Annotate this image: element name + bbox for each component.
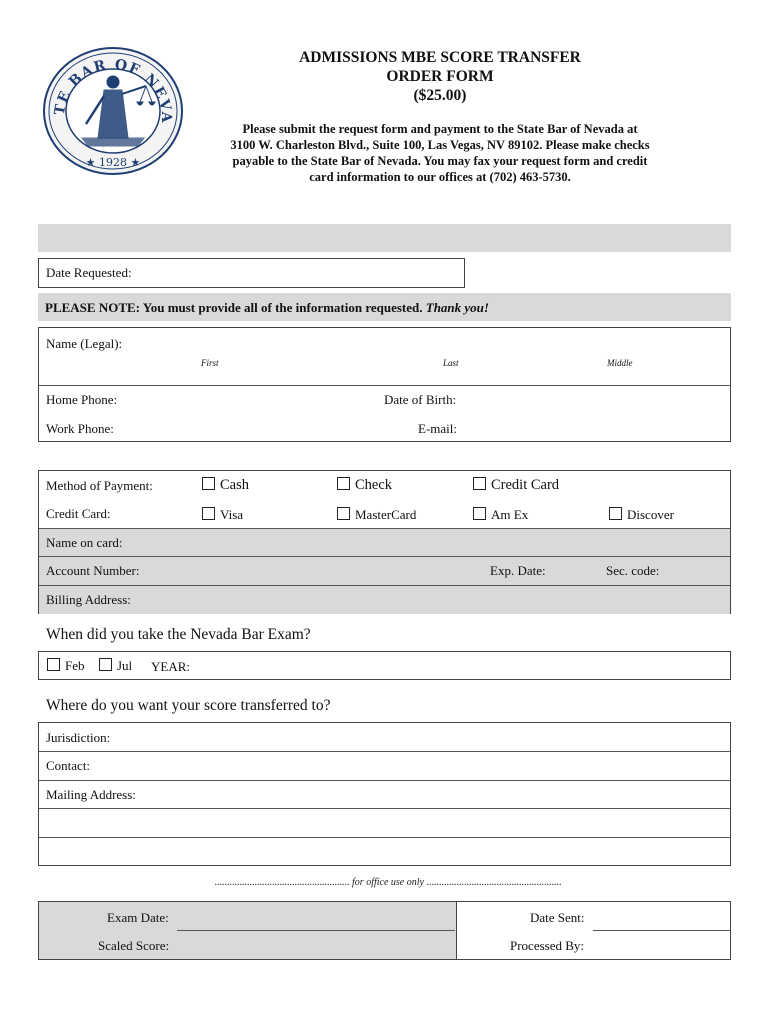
instructions-line-1: Please submit the request form and payment to the State Bar of Nevada at	[242, 122, 638, 136]
home-phone-label: Home Phone:	[46, 392, 118, 407]
date-of-birth-label: Date of Birth:	[384, 392, 457, 407]
checkbox-icon	[47, 658, 60, 671]
last-name-caption: Last	[443, 358, 459, 368]
mastercard-label: MasterCard	[355, 507, 417, 522]
instructions-line-4: card information to our offices at (702) 463-5730.	[309, 170, 571, 184]
exam-date-box	[38, 651, 731, 680]
divider	[39, 556, 730, 557]
transfer-box	[38, 722, 731, 866]
card-discover-option[interactable]	[609, 507, 674, 523]
mailing-address-label: Mailing Address:	[46, 787, 136, 802]
feb-label: Feb	[65, 658, 85, 673]
payment-check-option[interactable]	[337, 477, 392, 494]
divider	[39, 837, 730, 838]
scaled-score-label: Scaled Score:	[98, 938, 170, 953]
method-of-payment-label: Method of Payment:	[46, 478, 153, 493]
payment-cash-option[interactable]	[202, 477, 249, 494]
please-note-thanks: Thank you!	[425, 300, 489, 315]
form-title	[190, 48, 690, 105]
exam-date-label: Exam Date:	[107, 910, 169, 925]
state-bar-seal	[42, 46, 184, 176]
visa-label: Visa	[220, 507, 244, 522]
account-number-label: Account Number:	[46, 563, 140, 578]
svg-text:STATE BAR OF NEVADA: TE BAR OF NEVA	[51, 56, 175, 125]
checkbox-icon	[99, 658, 112, 671]
amex-label: Am Ex	[491, 507, 529, 522]
svg-text:★ 1928 ★: ★ 1928 ★	[85, 156, 141, 169]
jurisdiction-label: Jurisdiction:	[46, 730, 111, 745]
transfer-question: Where do you want your score transferred to?	[46, 697, 331, 714]
checkbox-icon	[202, 477, 215, 490]
dots-left: ......................................................	[214, 877, 350, 888]
please-note-text	[45, 300, 489, 316]
middle-name-caption: Middle	[607, 358, 633, 368]
instructions	[190, 121, 690, 185]
credit-card-label: Credit Card	[491, 477, 560, 493]
header-divider-bar	[38, 224, 731, 252]
personal-info-box	[38, 327, 731, 442]
exam-year-label: YEAR:	[151, 659, 190, 674]
title-line-1: ADMISSIONS MBE SCORE TRANSFER	[299, 49, 581, 66]
title-line-3: ($25.00)	[413, 87, 467, 104]
exam-feb-option[interactable]	[47, 658, 85, 674]
checkbox-icon	[337, 507, 350, 520]
checkbox-icon	[473, 477, 486, 490]
divider	[39, 808, 730, 809]
divider	[39, 751, 730, 752]
checkbox-icon	[609, 507, 622, 520]
instructions-line-3: payable to the State Bar of Nevada. You may fax your request form and credit	[232, 154, 648, 168]
credit-card-type-label: Credit Card:	[46, 506, 111, 521]
please-note-bold: PLEASE NOTE: You must provide all of the information requested.	[45, 300, 423, 315]
date-requested-label: Date Requested:	[46, 265, 132, 280]
payment-box	[38, 470, 731, 614]
divider	[39, 585, 730, 586]
checkbox-icon	[337, 477, 350, 490]
date-sent-line	[593, 930, 730, 931]
payment-credit-card-option[interactable]	[473, 477, 559, 494]
discover-label: Discover	[627, 507, 674, 522]
checkbox-icon	[202, 507, 215, 520]
date-requested-field[interactable]	[38, 258, 465, 288]
cash-label: Cash	[220, 477, 249, 493]
office-use-box	[38, 901, 731, 960]
divider	[39, 780, 730, 781]
first-name-caption: First	[201, 358, 219, 368]
email-label: E-mail:	[418, 421, 457, 436]
please-note-bar	[38, 293, 731, 321]
contact-label: Contact:	[46, 758, 91, 773]
card-amex-option[interactable]	[473, 507, 528, 523]
office-use-divider	[76, 877, 700, 888]
instructions-line-2: 3100 W. Charleston Blvd., Suite 100, Las Vegas, NV 89102. Please make checks	[230, 138, 650, 152]
exam-jul-option[interactable]	[99, 658, 132, 674]
name-on-card-label: Name on card:	[46, 535, 123, 550]
exp-date-label: Exp. Date:	[490, 563, 546, 578]
work-phone-label: Work Phone:	[46, 421, 114, 436]
checkbox-icon	[473, 507, 486, 520]
divider	[39, 385, 730, 386]
office-use-label: for office use only	[352, 877, 424, 888]
name-legal-label: Name (Legal):	[46, 336, 123, 351]
date-sent-label: Date Sent:	[530, 910, 585, 925]
check-label: Check	[355, 477, 393, 493]
title-line-2: ORDER FORM	[386, 68, 494, 85]
card-mastercard-option[interactable]	[337, 507, 416, 523]
processed-by-label: Processed By:	[510, 938, 585, 953]
jul-label: Jul	[117, 658, 133, 673]
billing-address-label: Billing Address:	[46, 592, 131, 607]
exam-question: When did you take the Nevada Bar Exam?	[46, 626, 311, 643]
dots-right: ......................................................	[426, 877, 562, 888]
exam-date-line	[177, 930, 455, 931]
sec-code-label: Sec. code:	[606, 563, 660, 578]
divider	[39, 528, 730, 529]
card-visa-option[interactable]	[202, 507, 243, 523]
